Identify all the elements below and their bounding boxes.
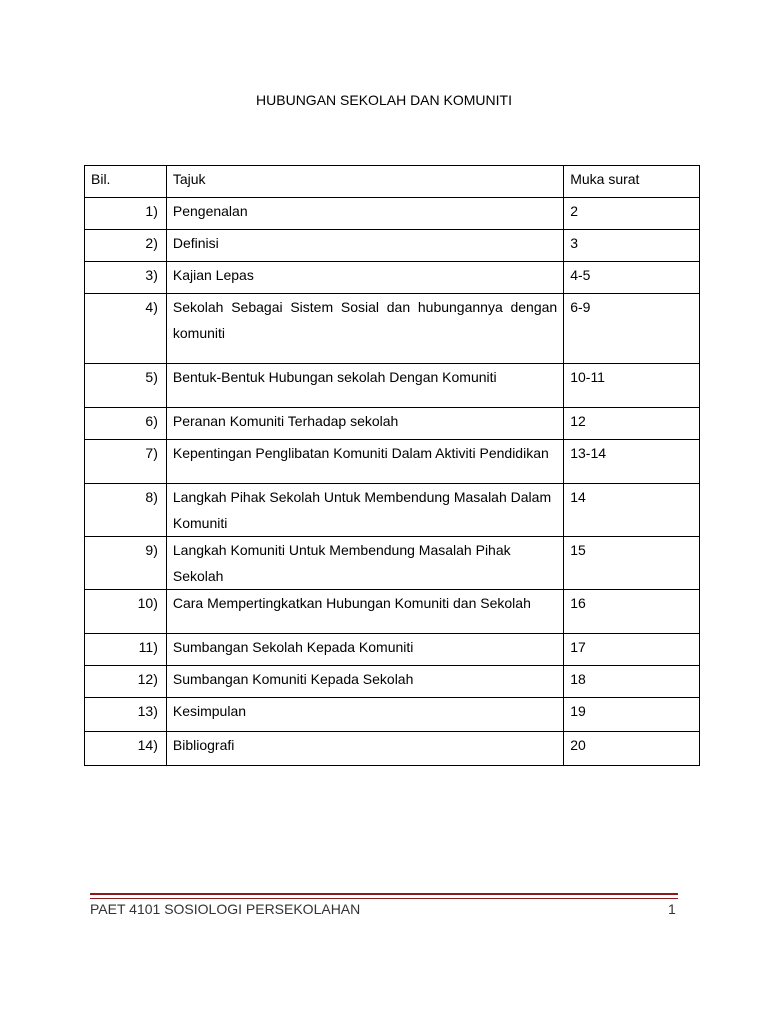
row-title: Cara Mempertingkatkan Hubungan Komuniti dan Sekolah bbox=[166, 590, 563, 634]
footer-course-title: PAET 4101 SOSIOLOGI PERSEKOLAHAN bbox=[90, 901, 361, 917]
row-page: 3 bbox=[564, 230, 700, 262]
table-row bbox=[85, 230, 700, 262]
row-title: Peranan Komuniti Terhadap sekolah bbox=[166, 408, 563, 440]
table-row bbox=[85, 408, 700, 440]
row-number: 4) bbox=[85, 294, 167, 364]
row-page: 18 bbox=[564, 666, 700, 698]
table-row bbox=[85, 484, 700, 537]
table-row bbox=[85, 262, 700, 294]
row-number: 9) bbox=[85, 537, 167, 590]
row-page: 19 bbox=[564, 698, 700, 732]
row-number: 2) bbox=[85, 230, 167, 262]
row-page: 4-5 bbox=[564, 262, 700, 294]
table-row bbox=[85, 364, 700, 408]
row-number: 5) bbox=[85, 364, 167, 408]
row-title: Kajian Lepas bbox=[166, 262, 563, 294]
table-row bbox=[85, 537, 700, 590]
row-number: 11) bbox=[85, 634, 167, 666]
row-page: 20 bbox=[564, 732, 700, 766]
row-number: 1) bbox=[85, 198, 167, 230]
table-row bbox=[85, 666, 700, 698]
row-title: Definisi bbox=[166, 230, 563, 262]
row-page: 6-9 bbox=[564, 294, 700, 364]
row-title: Kepentingan Penglibatan Komuniti Dalam Aktiviti Pendidikan bbox=[166, 440, 563, 484]
row-number: 12) bbox=[85, 666, 167, 698]
row-title: Langkah Komuniti Untuk Membendung Masalah Pihak Sekolah bbox=[166, 537, 563, 590]
row-page: 2 bbox=[564, 198, 700, 230]
row-page: 13-14 bbox=[564, 440, 700, 484]
footer-page-number: 1 bbox=[668, 901, 676, 917]
row-title: Bibliografi bbox=[166, 732, 563, 766]
header-bil: Bil. bbox=[85, 166, 167, 198]
row-title: Langkah Pihak Sekolah Untuk Membendung Masalah Dalam Komuniti bbox=[166, 484, 563, 537]
row-number: 8) bbox=[85, 484, 167, 537]
footer-rule bbox=[90, 893, 678, 895]
row-page: 15 bbox=[564, 537, 700, 590]
row-page: 14 bbox=[564, 484, 700, 537]
table-row bbox=[85, 732, 700, 766]
row-title: Sumbangan Komuniti Kepada Sekolah bbox=[166, 666, 563, 698]
row-number: 10) bbox=[85, 590, 167, 634]
row-number: 7) bbox=[85, 440, 167, 484]
row-page: 16 bbox=[564, 590, 700, 634]
table-header-row bbox=[85, 166, 700, 198]
footer-rule-thin bbox=[90, 898, 678, 899]
row-page: 10-11 bbox=[564, 364, 700, 408]
header-page: Muka surat bbox=[564, 166, 700, 198]
row-number: 14) bbox=[85, 732, 167, 766]
row-title: Kesimpulan bbox=[166, 698, 563, 732]
row-title: Bentuk-Bentuk Hubungan sekolah Dengan Komuniti bbox=[166, 364, 563, 408]
row-number: 3) bbox=[85, 262, 167, 294]
header-tajuk: Tajuk bbox=[166, 166, 563, 198]
table-row bbox=[85, 198, 700, 230]
row-title: Sekolah Sebagai Sistem Sosial dan hubungannya dengan komuniti bbox=[166, 294, 563, 364]
row-title: Sumbangan Sekolah Kepada Komuniti bbox=[166, 634, 563, 666]
table-row bbox=[85, 590, 700, 634]
row-page: 17 bbox=[564, 634, 700, 666]
table-row bbox=[85, 698, 700, 732]
row-number: 6) bbox=[85, 408, 167, 440]
table-row bbox=[85, 294, 700, 364]
table-of-contents bbox=[84, 165, 700, 766]
row-title: Pengenalan bbox=[166, 198, 563, 230]
row-page: 12 bbox=[564, 408, 700, 440]
row-number: 13) bbox=[85, 698, 167, 732]
document-title: HUBUNGAN SEKOLAH DAN KOMUNITI bbox=[256, 92, 512, 108]
table-row bbox=[85, 440, 700, 484]
table-row bbox=[85, 634, 700, 666]
